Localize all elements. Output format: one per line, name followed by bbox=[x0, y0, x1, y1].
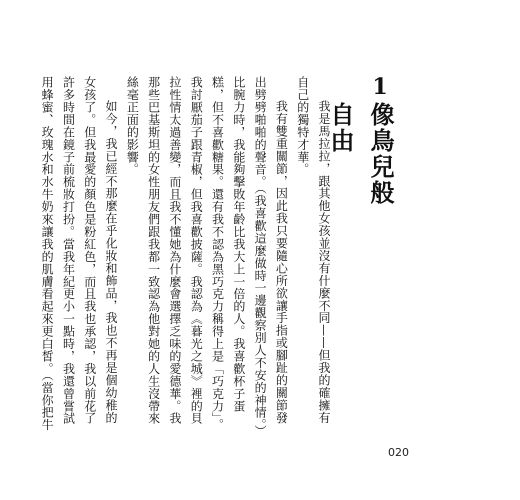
paragraph: 我是馬拉拉，跟其他女孩並沒有什麼不同——但我的確擁有自己的獨特才華。 bbox=[295, 76, 331, 424]
body-text bbox=[40, 76, 334, 436]
page-number: 020 bbox=[388, 446, 409, 459]
chapter-number: 1 bbox=[367, 74, 393, 102]
paragraph: 我有雙重關節，因此我只要隨心所欲讓手指或腳趾的關節發出劈劈啪啪的聲音。（我喜歡這麼做時一邊觀察別人不安的神情。）比腕力時，我能夠擊敗年齡比我大上一倍的人。我喜歡杯子蛋糕，但不喜歡糖果。還有我不認為黑巧克力稱得上是「巧克力」。我討厭茄子跟青椒，但我喜歡披薩。我認為《暮光之城》裡的貝拉性情太過善變，而且我不懂她為什麼會選擇乏味的愛德華。我那些巴基斯坦的女性朋友們跟我都一致認為他對她的人生沒帶來絲毫正面的影響。 bbox=[125, 76, 289, 432]
chapter-title: 像鳥兒般自由 bbox=[326, 102, 395, 206]
chapter-heading bbox=[326, 74, 400, 224]
paragraph: 如今，我已經不那麼在乎化妝和飾品，我也不再是個幼稚的女孩了。但我最愛的顏色是粉紅色，而且我也承認，我以前花了許多時間在鏡子前梳妝打扮。當我年紀更小一點時，我還曾嘗試用蜂蜜、玫瑰水和水牛奶來讓我的肌膚看起來更白皙。（當你把牛 bbox=[40, 76, 119, 432]
